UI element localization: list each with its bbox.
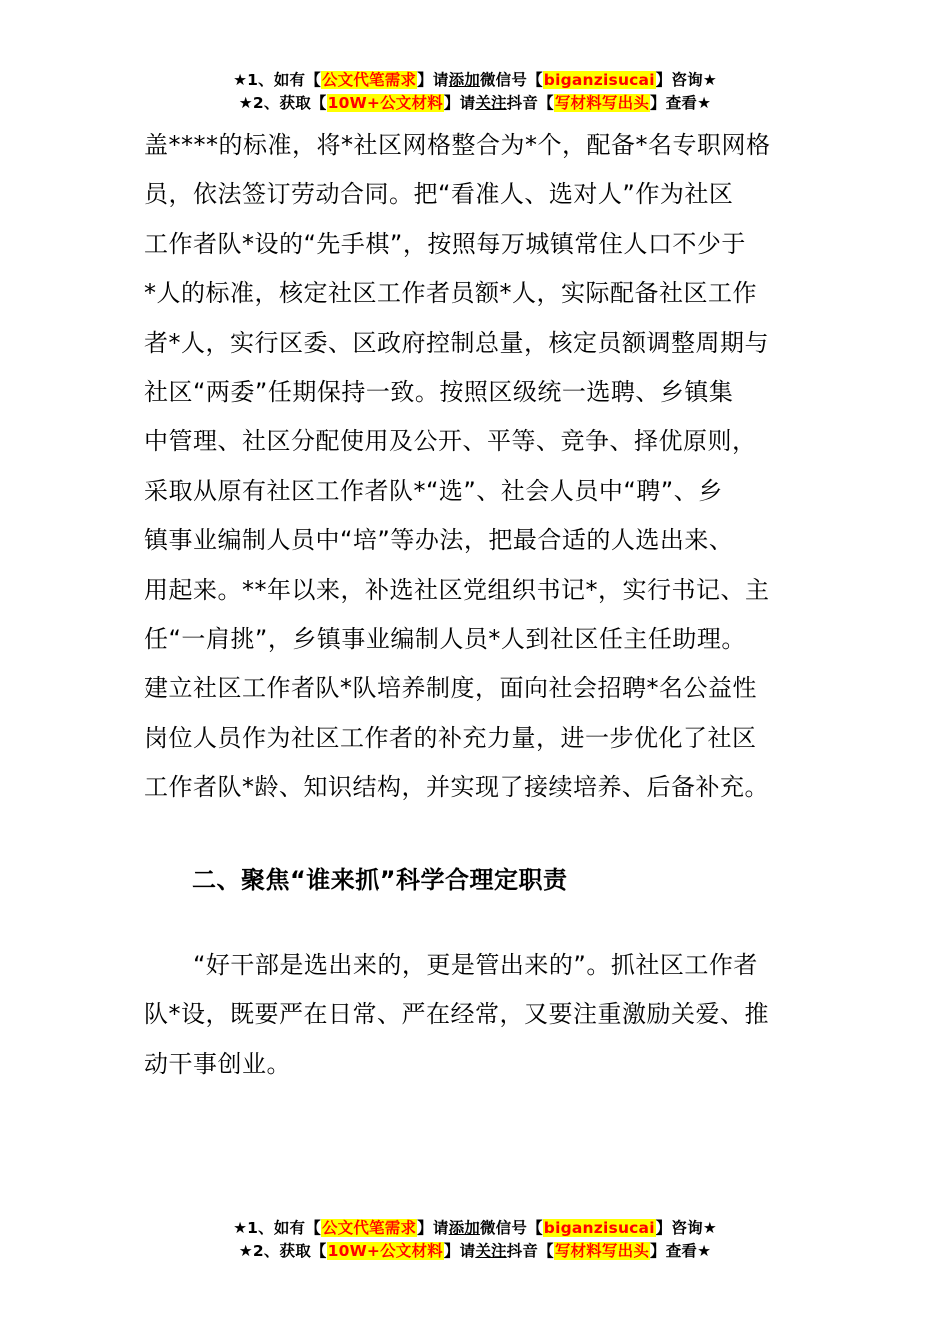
highlight-service: 公文代笔需求 (321, 1219, 417, 1237)
text-line: *人的标准，核定社区工作者员额*人，实际配备社区工作 (144, 279, 757, 308)
body-paragraph-1 (144, 121, 800, 812)
highlight-wechat-id: biganzisucai (543, 1219, 655, 1237)
text-line: 用起来。**年以来，补选社区党组织书记*，实行书记、主 (144, 575, 770, 604)
text-line: 岗位人员作为社区工作者的补充力量，进一步优化了社区 (144, 723, 757, 752)
highlight-douyin-account: 写材料写出头 (554, 1242, 650, 1260)
banner-line-1: ★1、如有【公文代笔需求】请添加微信号【biganzisucai】咨询★ (233, 71, 717, 89)
header-banner (0, 69, 950, 115)
text-line: 员，依法签订劳动合同。把“看准人、选对人”作为社区 (144, 180, 734, 209)
banner-line-2: ★2、获取【10W+公文材料】请关注抖音【写材料写出头】查看★ (238, 1242, 712, 1260)
text-line: “好干部是选出来的，更是管出来的”。抓社区工作者 (144, 951, 758, 979)
text-line: 采取从原有社区工作者队*“选”、社会人员中“聘”、乡 (144, 476, 723, 505)
text-line: 队*设，既要严在日常、严在经常，又要注重激励关爱、推 (144, 1000, 769, 1029)
text-line: 工作者队*设的“先手棋”，按照每万城镇常住人口不少于 (144, 229, 746, 258)
text-line: 中管理、社区分配使用及公开、平等、竞争、择优原则， (144, 427, 757, 456)
highlight-materials: 10W+公文材料 (327, 1242, 443, 1260)
text-line: 盖****的标准，将*社区网格整合为*个，配备*名专职网格 (144, 131, 771, 159)
highlight-wechat-id: biganzisucai (543, 71, 655, 89)
highlight-service: 公文代笔需求 (321, 71, 417, 89)
banner-line-2: ★2、获取【10W+公文材料】请关注抖音【写材料写出头】查看★ (238, 94, 712, 112)
text-line: 动干事创业。 (144, 1049, 291, 1078)
text-line: 建立社区工作者队*队培养制度，面向社会招聘*名公益性 (144, 674, 757, 703)
section-heading: 二、聚焦“谁来抓”科学合理定职责 (192, 866, 568, 894)
text-line: 工作者队*龄、知识结构，并实现了接续培养、后备补充。 (144, 773, 769, 802)
body-paragraph-2 (144, 941, 800, 1089)
text-line: 社区“两委”任期保持一致。按照区级统一选聘、乡镇集 (144, 377, 734, 406)
text-line: 镇事业编制人员中“培”等办法，把最合适的人选出来、 (144, 526, 734, 555)
text-line: 者*人，实行区委、区政府控制总量，核定员额调整周期与 (144, 328, 769, 357)
highlight-douyin-account: 写材料写出头 (554, 94, 650, 112)
highlight-materials: 10W+公文材料 (327, 94, 443, 112)
banner-line-1: ★1、如有【公文代笔需求】请添加微信号【biganzisucai】咨询★ (233, 1219, 717, 1237)
footer-banner (0, 1217, 950, 1263)
text-line: 任“一肩挑”，乡镇事业编制人员*人到社区任主任助理。 (144, 624, 746, 653)
